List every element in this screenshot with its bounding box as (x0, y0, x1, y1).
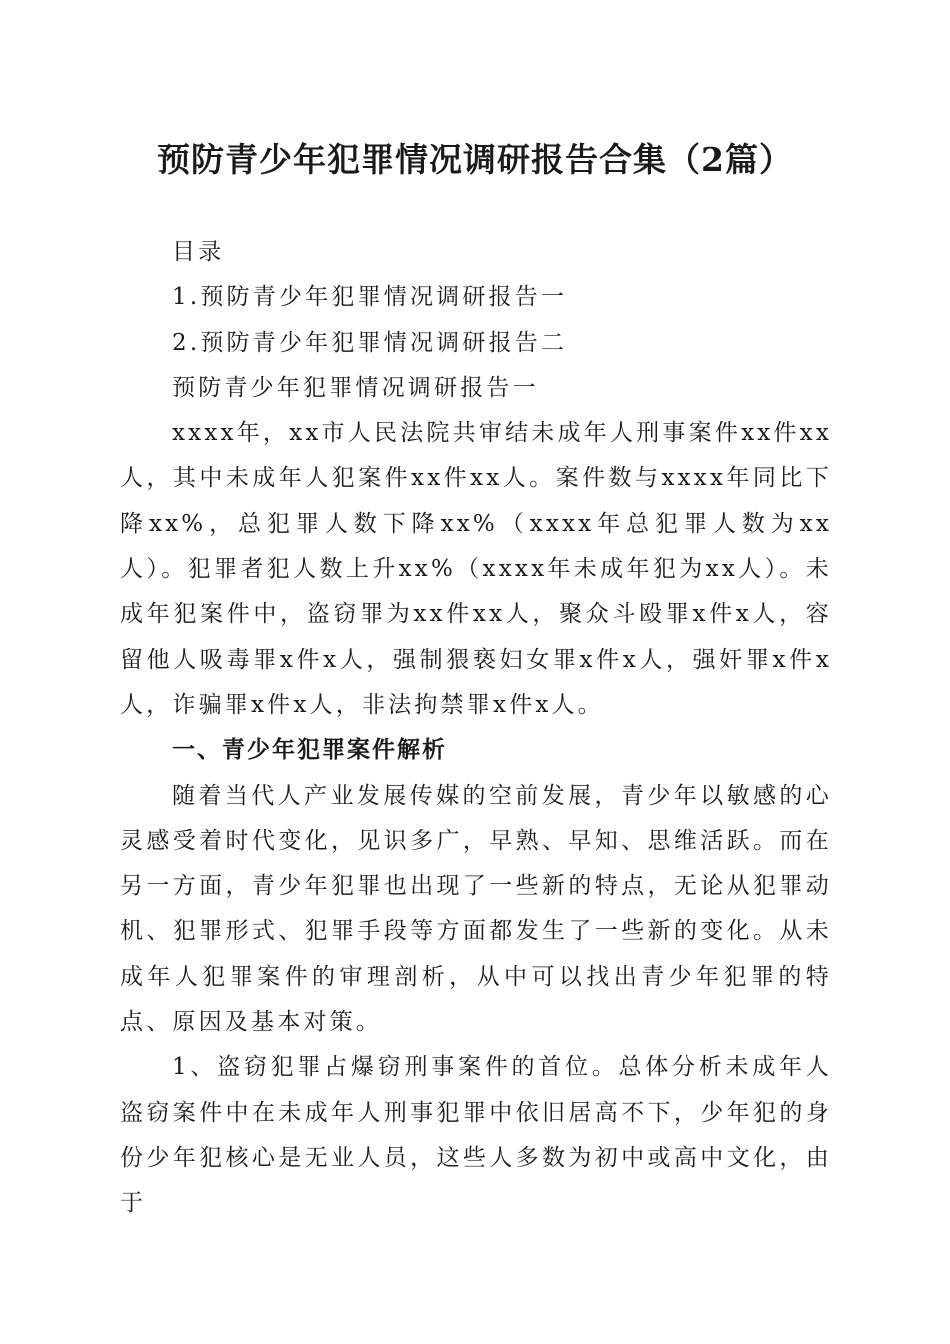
section-one-paragraph: 随着当代人产业发展传媒的空前发展，青少年以敏感的心灵感受着时代变化，见识多广，早熟、早知、思维活跃。而在另一方面，青少年犯罪也出现了一些新的特点，无论从犯罪动机、犯罪形式、犯罪手段等方面都发生了一些新的变化。从未成年人犯罪案件的审理剖析，从中可以找出青少年犯罪的特点、原因及基本对策。 (120, 782, 832, 1036)
report-one-title: 预防青少年犯罪情况调研报告一 (172, 374, 539, 401)
document-title: 预防青少年犯罪情况调研报告合集（2篇） (157, 140, 793, 179)
document-body (120, 230, 832, 1227)
toc-item-1: 1.预防青少年犯罪情况调研报告一 (172, 284, 568, 311)
toc-label: 目录 (172, 239, 225, 265)
point-one-paragraph: 1、盗窃犯罪占爆窃刑事案件的首位。总体分析未成年人盗窃案件中在未成年人刑事犯罪中依旧居高不下，少年犯的身份少年犯核心是无业人员，这些人多数为初中或高中文化，由于 (120, 1054, 832, 1217)
intro-paragraph: xxxx年，xx市人民法院共审结未成年人刑事案件xx件xx人，其中未成年人犯案件xx件xx人。案件数与xxxx年同比下降xx%，总犯罪人数下降xx%（xxxx年总犯罪人数为xx人）。犯罪者犯人数上升xx%（xxxx年未成年犯为xx人）。未成年犯案件中，盗窃罪为xx件xx人，聚众斗殴罪x件x人，容留他人吸毒罪x件x人，强制猥亵妇女罪x件x人，强奸罪x件x人，诈骗罪x件x人，非法拘禁罪x件x人。 (120, 420, 832, 718)
section-one-heading: 一、青少年犯罪案件解析 (172, 737, 447, 764)
toc-item-2: 2.预防青少年犯罪情况调研报告二 (172, 329, 568, 356)
